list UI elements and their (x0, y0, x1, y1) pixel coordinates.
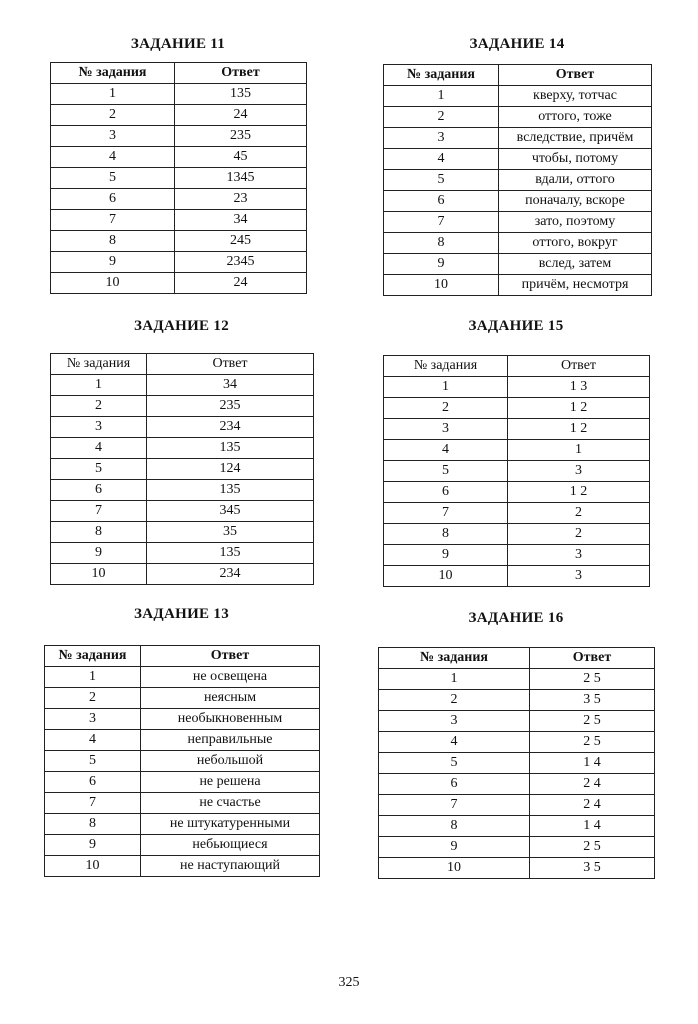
task-number: 1 (379, 669, 530, 690)
answer: 1 2 (508, 482, 650, 503)
answer: кверху, тотчас (499, 86, 652, 107)
task-number: 5 (384, 170, 499, 191)
answer: 3 (508, 461, 650, 482)
answer: 235 (147, 396, 314, 417)
table-row (379, 774, 655, 795)
table-row (51, 105, 307, 126)
task-number: 7 (379, 795, 530, 816)
table-row (51, 126, 307, 147)
table-header-row (379, 648, 655, 669)
answer: 2 5 (530, 837, 655, 858)
table-row (384, 107, 652, 128)
answer: 23 (175, 189, 307, 210)
task-number: 7 (384, 503, 508, 524)
task-number: 8 (45, 814, 141, 835)
table-row (51, 189, 307, 210)
task-number: 7 (51, 501, 147, 522)
table-row (51, 273, 307, 294)
table-row (51, 396, 314, 417)
task-number: 8 (51, 231, 175, 252)
task-number: 2 (51, 105, 175, 126)
task-number: 9 (379, 837, 530, 858)
table-row (379, 690, 655, 711)
table-row (384, 566, 650, 587)
task-number: 10 (384, 275, 499, 296)
table-row (45, 709, 320, 730)
table-row (384, 482, 650, 503)
task-number: 7 (51, 210, 175, 231)
task-number: 9 (384, 545, 508, 566)
table-row (384, 524, 650, 545)
answer: 3 5 (530, 858, 655, 879)
answer: вследствие, причём (499, 128, 652, 149)
answer: поначалу, вскоре (499, 191, 652, 212)
table-row (51, 438, 314, 459)
task-number: 10 (51, 273, 175, 294)
task-16-table (378, 647, 655, 879)
answer: 234 (147, 564, 314, 585)
task-number: 10 (379, 858, 530, 879)
task-number: 1 (51, 84, 175, 105)
table-row (384, 128, 652, 149)
answer: 124 (147, 459, 314, 480)
answer: чтобы, потому (499, 149, 652, 170)
task-number: 9 (45, 835, 141, 856)
table-row (45, 751, 320, 772)
task-number: 2 (51, 396, 147, 417)
answer: 2 (508, 524, 650, 545)
table-row (384, 149, 652, 170)
task-number: 9 (384, 254, 499, 275)
col-header-number: № задания (384, 356, 508, 377)
table-row (384, 170, 652, 191)
task-number: 3 (45, 709, 141, 730)
task-15-title: ЗАДАНИЕ 15 (468, 318, 564, 334)
task-number: 5 (51, 168, 175, 189)
task-number: 3 (51, 126, 175, 147)
task-16-title: ЗАДАНИЕ 16 (468, 610, 564, 626)
col-header-answer: Ответ (175, 63, 307, 84)
answer: 1 2 (508, 419, 650, 440)
task-number: 8 (379, 816, 530, 837)
task-number: 10 (51, 564, 147, 585)
table-row (51, 375, 314, 396)
table-row (51, 210, 307, 231)
table-row (51, 459, 314, 480)
task-number: 10 (384, 566, 508, 587)
table-row (51, 564, 314, 585)
task-number: 1 (45, 667, 141, 688)
answer: оттого, тоже (499, 107, 652, 128)
table-row (45, 667, 320, 688)
answer: 234 (147, 417, 314, 438)
table-header-row (51, 354, 314, 375)
answer: 1 2 (508, 398, 650, 419)
table-row (379, 753, 655, 774)
table-row (51, 252, 307, 273)
answer: 135 (147, 543, 314, 564)
task-11-table (50, 62, 307, 294)
table-row (384, 191, 652, 212)
table-row (379, 816, 655, 837)
task-15-table (383, 355, 650, 587)
table-row (51, 231, 307, 252)
table-row (384, 254, 652, 275)
table-row (51, 168, 307, 189)
answer: 3 (508, 566, 650, 587)
answer: 2 4 (530, 774, 655, 795)
table-row (379, 711, 655, 732)
task-number: 5 (379, 753, 530, 774)
task-11-title: ЗАДАНИЕ 11 (130, 36, 226, 52)
task-number: 4 (51, 438, 147, 459)
task-13-table (44, 645, 320, 877)
task-number: 9 (51, 543, 147, 564)
table-row (45, 793, 320, 814)
answer: вслед, затем (499, 254, 652, 275)
answer: 1345 (175, 168, 307, 189)
task-number: 5 (384, 461, 508, 482)
table-row (384, 440, 650, 461)
answer: 3 (508, 545, 650, 566)
answer: 1 (508, 440, 650, 461)
col-header-answer: Ответ (147, 354, 314, 375)
answer: не решена (141, 772, 320, 793)
task-14-table (383, 64, 652, 296)
task-number: 3 (384, 419, 508, 440)
answer: не освещена (141, 667, 320, 688)
table-row (384, 86, 652, 107)
table-row (384, 275, 652, 296)
table-header-row (45, 646, 320, 667)
answer: 345 (147, 501, 314, 522)
answer: 245 (175, 231, 307, 252)
task-12-table (50, 353, 314, 585)
table-row (51, 543, 314, 564)
task-number: 8 (51, 522, 147, 543)
table-row (51, 417, 314, 438)
table-row (379, 837, 655, 858)
table-row (45, 772, 320, 793)
task-number: 4 (51, 147, 175, 168)
task-number: 6 (384, 191, 499, 212)
answer: 1 3 (508, 377, 650, 398)
col-header-answer: Ответ (508, 356, 650, 377)
answer: 135 (147, 480, 314, 501)
answer: 34 (175, 210, 307, 231)
answer: 2345 (175, 252, 307, 273)
col-header-answer: Ответ (141, 646, 320, 667)
task-number: 6 (384, 482, 508, 503)
table-row (384, 503, 650, 524)
answer: 35 (147, 522, 314, 543)
task-number: 2 (379, 690, 530, 711)
task-13-title: ЗАДАНИЕ 13 (134, 606, 229, 622)
task-number: 1 (384, 86, 499, 107)
answer: вдали, оттого (499, 170, 652, 191)
task-number: 9 (51, 252, 175, 273)
task-number: 3 (379, 711, 530, 732)
task-number: 5 (45, 751, 141, 772)
answer: 24 (175, 105, 307, 126)
answer: небольшой (141, 751, 320, 772)
col-header-answer: Ответ (530, 648, 655, 669)
table-row (51, 522, 314, 543)
table-row (379, 795, 655, 816)
task-number: 3 (384, 128, 499, 149)
col-header-number: № задания (45, 646, 141, 667)
task-12-title: ЗАДАНИЕ 12 (134, 318, 229, 334)
answer: неясным (141, 688, 320, 709)
task-number: 6 (45, 772, 141, 793)
answer: 3 5 (530, 690, 655, 711)
task-number: 4 (384, 440, 508, 461)
table-row (45, 835, 320, 856)
task-number: 2 (45, 688, 141, 709)
answer: не штукатуренными (141, 814, 320, 835)
task-number: 4 (45, 730, 141, 751)
table-row (384, 233, 652, 254)
answer: не наступающий (141, 856, 320, 877)
answer: необыкновенным (141, 709, 320, 730)
task-number: 4 (379, 732, 530, 753)
answer: 135 (175, 84, 307, 105)
answer: 24 (175, 273, 307, 294)
task-number: 3 (51, 417, 147, 438)
answer: 2 4 (530, 795, 655, 816)
answer: 2 5 (530, 711, 655, 732)
answer: 45 (175, 147, 307, 168)
answer: 1 4 (530, 816, 655, 837)
table-row (384, 212, 652, 233)
table-header-row (384, 356, 650, 377)
table-header-row (384, 65, 652, 86)
table-header-row (51, 63, 307, 84)
task-number: 5 (51, 459, 147, 480)
col-header-number: № задания (384, 65, 499, 86)
table-row (384, 398, 650, 419)
table-row (384, 545, 650, 566)
col-header-number: № задания (51, 354, 147, 375)
col-header-answer: Ответ (499, 65, 652, 86)
table-row (51, 480, 314, 501)
table-row (379, 732, 655, 753)
answer: 1 4 (530, 753, 655, 774)
answer: оттого, вокруг (499, 233, 652, 254)
task-number: 6 (51, 189, 175, 210)
answer: 2 5 (530, 669, 655, 690)
table-row (384, 419, 650, 440)
task-number: 1 (51, 375, 147, 396)
col-header-number: № задания (379, 648, 530, 669)
task-number: 8 (384, 524, 508, 545)
table-row (45, 856, 320, 877)
answer: 235 (175, 126, 307, 147)
task-number: 6 (379, 774, 530, 795)
table-row (45, 814, 320, 835)
answer: небьющиеся (141, 835, 320, 856)
task-number: 4 (384, 149, 499, 170)
col-header-number: № задания (51, 63, 175, 84)
answer: 135 (147, 438, 314, 459)
table-row (384, 461, 650, 482)
task-number: 6 (51, 480, 147, 501)
table-row (51, 501, 314, 522)
task-number: 7 (45, 793, 141, 814)
table-row (51, 147, 307, 168)
answer: причём, несмотря (499, 275, 652, 296)
answer: 34 (147, 375, 314, 396)
task-number: 7 (384, 212, 499, 233)
task-14-title: ЗАДАНИЕ 14 (469, 36, 565, 52)
answer: 2 (508, 503, 650, 524)
answer: не счастье (141, 793, 320, 814)
table-row (379, 669, 655, 690)
answer: неправильные (141, 730, 320, 751)
table-row (379, 858, 655, 879)
table-row (384, 377, 650, 398)
page-number: 325 (338, 975, 360, 990)
table-row (45, 730, 320, 751)
task-number: 1 (384, 377, 508, 398)
answer: 2 5 (530, 732, 655, 753)
task-number: 8 (384, 233, 499, 254)
table-row (45, 688, 320, 709)
answer: зато, поэтому (499, 212, 652, 233)
task-number: 2 (384, 398, 508, 419)
table-row (51, 84, 307, 105)
task-number: 10 (45, 856, 141, 877)
task-number: 2 (384, 107, 499, 128)
